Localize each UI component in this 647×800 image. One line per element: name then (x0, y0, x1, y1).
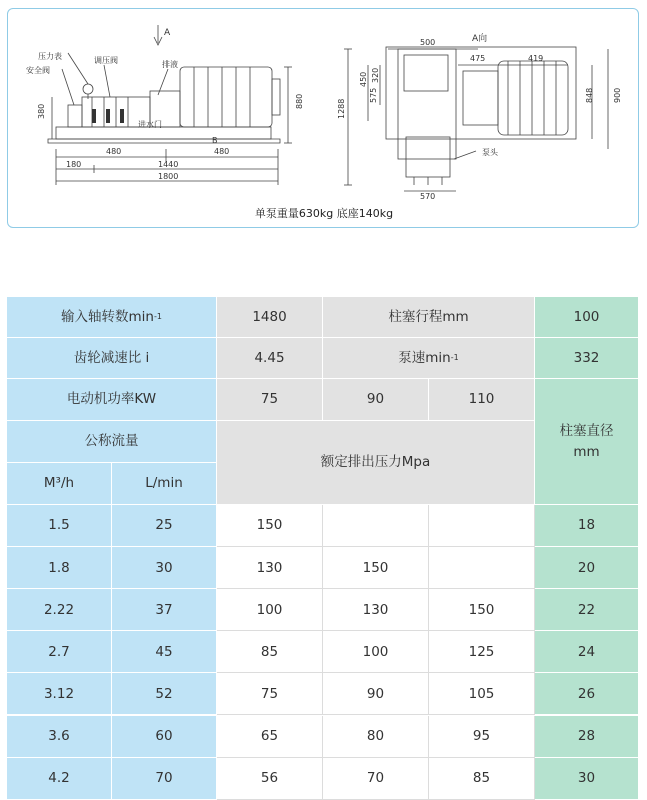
flow-lmin-cell: 45 (112, 631, 217, 673)
flow-m3h-cell: 3.6 (7, 716, 112, 758)
pump-end (398, 49, 456, 159)
shaft-speed-value: 1480 (217, 297, 323, 338)
pressure-90kw-cell: 150 (323, 547, 429, 589)
view-a-title: A向 (472, 34, 488, 44)
pressure-110kw-cell: 150 (429, 589, 535, 631)
pressure-75kw-cell: 150 (217, 505, 323, 547)
pressure-110kw-cell: 125 (429, 631, 535, 673)
pressure-90kw-cell: 100 (323, 631, 429, 673)
dim-180: 180 (66, 160, 82, 169)
motor-power-90: 90 (323, 379, 429, 421)
pressure-90kw-cell: 70 (323, 758, 429, 800)
view-a-mark: A (164, 28, 171, 38)
pressure-75kw-cell: 130 (217, 547, 323, 589)
plunger-diameter-cell: 28 (535, 716, 639, 758)
label-pressure-gauge: 压力表 (38, 52, 62, 61)
gear-ratio-value: 4.45 (217, 338, 323, 379)
flow-unit-lmin: L/min (112, 463, 217, 505)
pressure-110kw-cell: 95 (429, 716, 535, 758)
dim-320: 320 (371, 67, 380, 83)
stroke-label: 柱塞行程mm (323, 297, 535, 338)
pressure-90kw-cell (323, 505, 429, 547)
motor-power-75: 75 (217, 379, 323, 421)
pump-head-end (406, 137, 450, 177)
pump-speed-value: 332 (535, 338, 639, 379)
stroke-value: 100 (535, 297, 639, 338)
dim-575: 575 (369, 87, 378, 103)
pump-speed-label: 泵速min (398, 349, 451, 366)
dim-450: 450 (359, 71, 368, 87)
label-pressure-valve: 调压阀 (94, 56, 118, 65)
dim-b: B (212, 136, 218, 145)
drawing-frame (7, 8, 639, 228)
dim-1288: 1288 (337, 98, 346, 119)
pressure-90kw-cell: 90 (323, 673, 429, 715)
flow-m3h-cell: 1.5 (7, 505, 112, 547)
base-frame-side (56, 127, 271, 139)
motor-power-110: 110 (429, 379, 535, 421)
flow-unit-m3h: M³/h (7, 463, 112, 505)
pressure-75kw-cell: 65 (217, 716, 323, 758)
plunger-diameter-cell: 24 (535, 631, 639, 673)
pressure-110kw-cell (429, 547, 535, 589)
label-inlet-valve: 进水门 (138, 120, 162, 129)
pump-speed-sup: -1 (450, 353, 459, 362)
pressure-90kw-cell: 130 (323, 589, 429, 631)
pressure-75kw-cell: 85 (217, 631, 323, 673)
flow-lmin-cell: 30 (112, 547, 217, 589)
flow-lmin-cell: 52 (112, 673, 217, 715)
flow-m3h-cell: 1.8 (7, 547, 112, 589)
dim-419: 419 (528, 54, 544, 63)
flow-lmin-cell: 37 (112, 589, 217, 631)
weight-caption: 单泵重量630kg 底座140kg (254, 207, 394, 220)
dim-480-b: 480 (214, 147, 230, 156)
gauge-side (83, 84, 93, 94)
dim-475: 475 (470, 54, 486, 63)
pressure-110kw-cell: 85 (429, 758, 535, 800)
shaft-speed-label: 输入轴转数min (61, 308, 154, 325)
base-foot-side (48, 139, 280, 143)
flow-lmin-cell: 60 (112, 716, 217, 758)
plunger-diameter-cell: 20 (535, 547, 639, 589)
label-pump-head: 泵头 (482, 148, 498, 157)
pressure-110kw-cell (429, 505, 535, 547)
plunger-diameter-cell: 30 (535, 758, 639, 800)
pressure-75kw-cell: 75 (217, 673, 323, 715)
dim-848: 848 (585, 87, 594, 103)
motor-power-label: 电动机功率KW (7, 379, 217, 421)
dim-900: 900 (613, 87, 622, 103)
plunger-diameter-cell: 22 (535, 589, 639, 631)
flow-m3h-cell: 4.2 (7, 758, 112, 800)
pressure-110kw-cell: 105 (429, 673, 535, 715)
plunger-diameter-header (535, 379, 639, 505)
plunger-diameter-cell: 26 (535, 673, 639, 715)
pressure-75kw-cell: 100 (217, 589, 323, 631)
plunger-diameter-unit: mm (573, 443, 600, 460)
spec-table (7, 297, 639, 800)
label-vent: 排液 (162, 60, 178, 69)
flow-m3h-cell: 2.22 (7, 589, 112, 631)
dim-500: 500 (420, 38, 436, 47)
dim-880: 880 (295, 93, 304, 109)
flow-lmin-cell: 25 (112, 505, 217, 547)
dim-480-a: 480 (106, 147, 122, 156)
pump-head-side (68, 105, 82, 127)
shaft-speed-label-cell (7, 297, 217, 338)
dim-570: 570 (420, 192, 436, 201)
pump-drawing (8, 9, 640, 229)
nominal-flow-label: 公称流量 (7, 421, 217, 463)
flow-lmin-cell: 70 (112, 758, 217, 800)
pressure-75kw-cell: 56 (217, 758, 323, 800)
label-safety-valve: 安全阀 (26, 66, 50, 75)
plunger-diameter-cell: 18 (535, 505, 639, 547)
gear-ratio-label: 齿轮减速比 i (7, 338, 217, 379)
plunger-diameter-label: 柱塞直径 (559, 423, 614, 440)
dim-1440: 1440 (158, 160, 179, 169)
dim-1800: 1800 (158, 172, 179, 181)
flow-m3h-cell: 2.7 (7, 631, 112, 673)
flow-m3h-cell: 3.12 (7, 673, 112, 715)
shaft-speed-sup: -1 (153, 312, 162, 321)
pump-speed-label-cell (323, 338, 535, 379)
pressure-90kw-cell: 80 (323, 716, 429, 758)
dim-380: 380 (37, 103, 46, 119)
rated-pressure-label: 额定排出压力Mpa (217, 421, 535, 505)
